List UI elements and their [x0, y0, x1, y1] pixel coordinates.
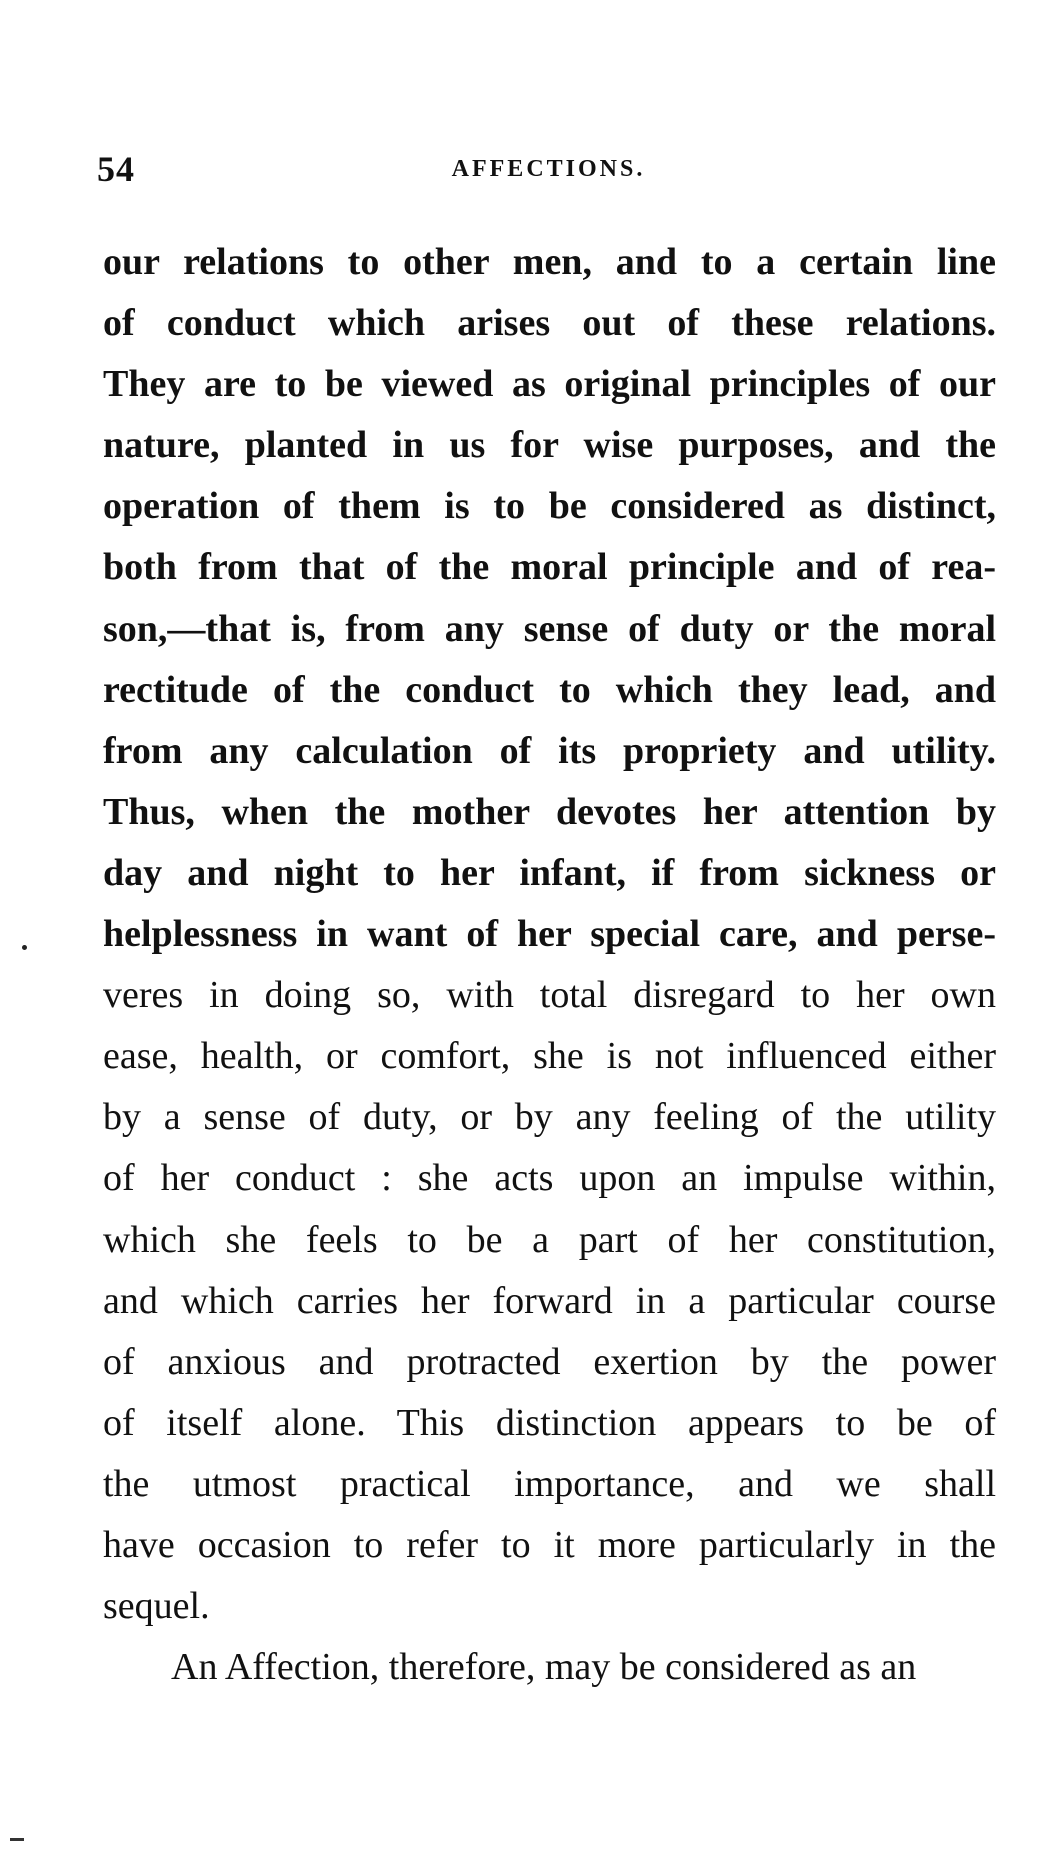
text-line: operation of them is to be considered as distinct, [103, 485, 996, 528]
text-line: the utmost practical importance, and we shall [103, 1462, 996, 1505]
running-head: AFFECTIONS. [451, 156, 646, 182]
text-line: from any calculation of its propriety and utility. [103, 729, 996, 772]
text-line: son,—that is, from any sense of duty or the moral [103, 607, 996, 650]
text-line: of conduct which arises out of these relations. [103, 302, 996, 345]
text-line: have occasion to refer to it more particularly in the [103, 1523, 996, 1566]
text-line: of her conduct : she acts upon an impulse within, [103, 1157, 996, 1200]
text-line: veres in doing so, with total disregard to her own [103, 974, 996, 1017]
text-line: nature, planted in us for wise purposes, and the [103, 424, 996, 467]
text-line: of itself alone. This distinction appears to be of [103, 1401, 996, 1444]
page-number: 54 [97, 149, 135, 189]
text-line: which she feels to be a part of her constitution, [103, 1218, 996, 1261]
text-line: by a sense of duty, or by any feeling of the utility [103, 1096, 996, 1139]
text-line: of anxious and protracted exertion by the power [103, 1340, 996, 1383]
text-line: both from that of the moral principle and of rea- [103, 546, 996, 589]
text-line: our relations to other men, and to a certain line [103, 241, 996, 283]
stray-ink-dot [22, 945, 27, 950]
text-line: sequel. [103, 1585, 210, 1628]
text-line: and which carries her forward in a particular course [103, 1279, 996, 1322]
paragraph-start-line: An Affection, therefore, may be considered as an [171, 1646, 917, 1689]
text-line: They are to be viewed as original principles of our [103, 363, 996, 406]
text-line: ease, health, or comfort, she is not influenced either [103, 1035, 996, 1078]
text-line: day and night to her infant, if from sickness or [103, 851, 996, 894]
text-line: Thus, when the mother devotes her attention by [103, 790, 996, 833]
body-text [103, 232, 996, 1698]
text-line: helplessness in want of her special care, and perse- [103, 913, 996, 956]
text-line: rectitude of the conduct to which they lead, and [103, 668, 996, 711]
stray-ink-mark [10, 1838, 24, 1841]
